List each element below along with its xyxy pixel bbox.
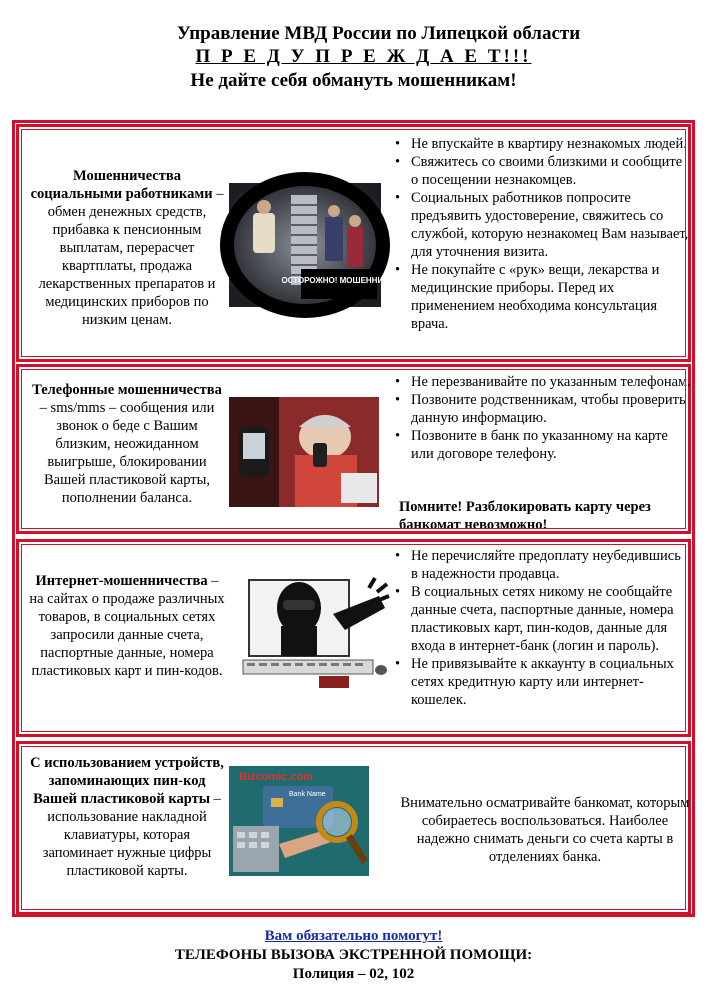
section-desc: – обмен денежных средств, прибавка к пенсионным выплатам, перерасчет квартплаты, продажа лекарственных препаратов и медицинских приборов по низким ценам. (38, 186, 224, 328)
tips-list (391, 135, 691, 333)
section-description (27, 167, 227, 329)
list-item: • Не покупайте с «рук» вещи, лекарства и медицинские приборы. Перед их применением необходима консультация врача. (391, 261, 691, 333)
reminder-note: Помните! Разблокировать карту через банкомат невозможно! (399, 499, 651, 533)
skimming-image (229, 766, 369, 876)
phone-fraud-image (229, 397, 379, 507)
list-item: • Социальных работников попросите предъявить удостоверение, свяжитесь со службой, которую незнакомец Вам называет, для уточнения визита. (391, 189, 691, 261)
advice-text: Внимательно осматривайте банкомат, которым собираетесь воспользоваться. Наиболее надежно снимать деньги со счета карты в отделениях банка. (400, 795, 690, 865)
header-title: Управление МВД России по Липецкой области (176, 23, 581, 44)
section-title: Телефонные мошенничества (32, 382, 222, 398)
section-description (27, 754, 227, 880)
header-slogan: Не дайте себя обмануть мошенникам! (190, 70, 517, 91)
header-warning: П Р Е Д У П Р Е Ж Д А Е Т!!! (195, 46, 532, 67)
section-desc: – на сайтах о продаже различных товаров, в социальных сетях запросили данные счета, паспортные данные, номера пластиковых карт и пин-кодов. (29, 573, 225, 679)
warning-sign: ОСТОРОЖНО! МОШЕННИКИ! (281, 276, 397, 285)
footer-police-number: Полиция – 02, 102 (292, 966, 415, 982)
list-item: • Не впускайте в квартиру незнакомых людей. (391, 135, 691, 153)
tips-list (391, 373, 691, 463)
list-item: • Свяжитесь со своими близкими и сообщите о посещении незнакомцев. (391, 153, 691, 189)
list-item: • Позвоните в банк по указанному на карте или договоре телефону. (391, 427, 691, 463)
section-social-workers (16, 124, 691, 362)
list-item: • Не перечисляйте предоплату неубедившись в надежности продавца. (391, 547, 691, 583)
footer-emergency-title: ТЕЛЕФОНЫ ВЫЗОВА ЭКСТРЕННОЙ ПОМОЩИ: (174, 947, 533, 963)
header (0, 22, 707, 93)
list-item: • Не перезванивайте по указанным телефонам. (391, 373, 691, 391)
section-desc: – sms/mms – сообщения или звонок о беде с Вашим близким, неожиданном выигрыше, блокировании Вашей пластиковой карты, пополнении баланса. (39, 400, 215, 506)
section-desc: – использование накладной клавиатуры, которая запоминает нужные цифры пластиковой карты. (42, 791, 221, 879)
tips-list (391, 547, 691, 709)
bank-card-label: Bank Name (289, 791, 326, 798)
section-title: Мошенничества социальными работниками (30, 168, 213, 202)
section-phone-fraud (16, 364, 691, 534)
footer-help: Вам обязательно помогут! (264, 928, 443, 944)
list-item: • Позвоните родственникам, чтобы проверить данную информацию. (391, 391, 691, 427)
section-internet-fraud (16, 539, 691, 737)
list-item: • В социальных сетях никому не сообщайте данные счета, паспортные данные, номера пластиковых карт, пин-кодов, данные для входа в интернет-банк (логин и пароль). (391, 583, 691, 655)
internet-fraud-image (229, 574, 389, 692)
social-worker-fraud-image (229, 183, 397, 307)
section-skimming (16, 741, 691, 915)
site-watermark: Bizcomic.com (239, 771, 313, 783)
section-title: С использованием устройств, запоминающих пин-код Вашей пластиковой карты (30, 755, 224, 807)
list-item: • Не привязывайте к аккаунту в социальных сетях кредитную карту или интернет-кошелек. (391, 655, 691, 709)
footer (0, 927, 707, 984)
section-description (27, 381, 227, 507)
section-description (27, 572, 227, 680)
section-title: Интернет-мошенничества (35, 573, 208, 589)
